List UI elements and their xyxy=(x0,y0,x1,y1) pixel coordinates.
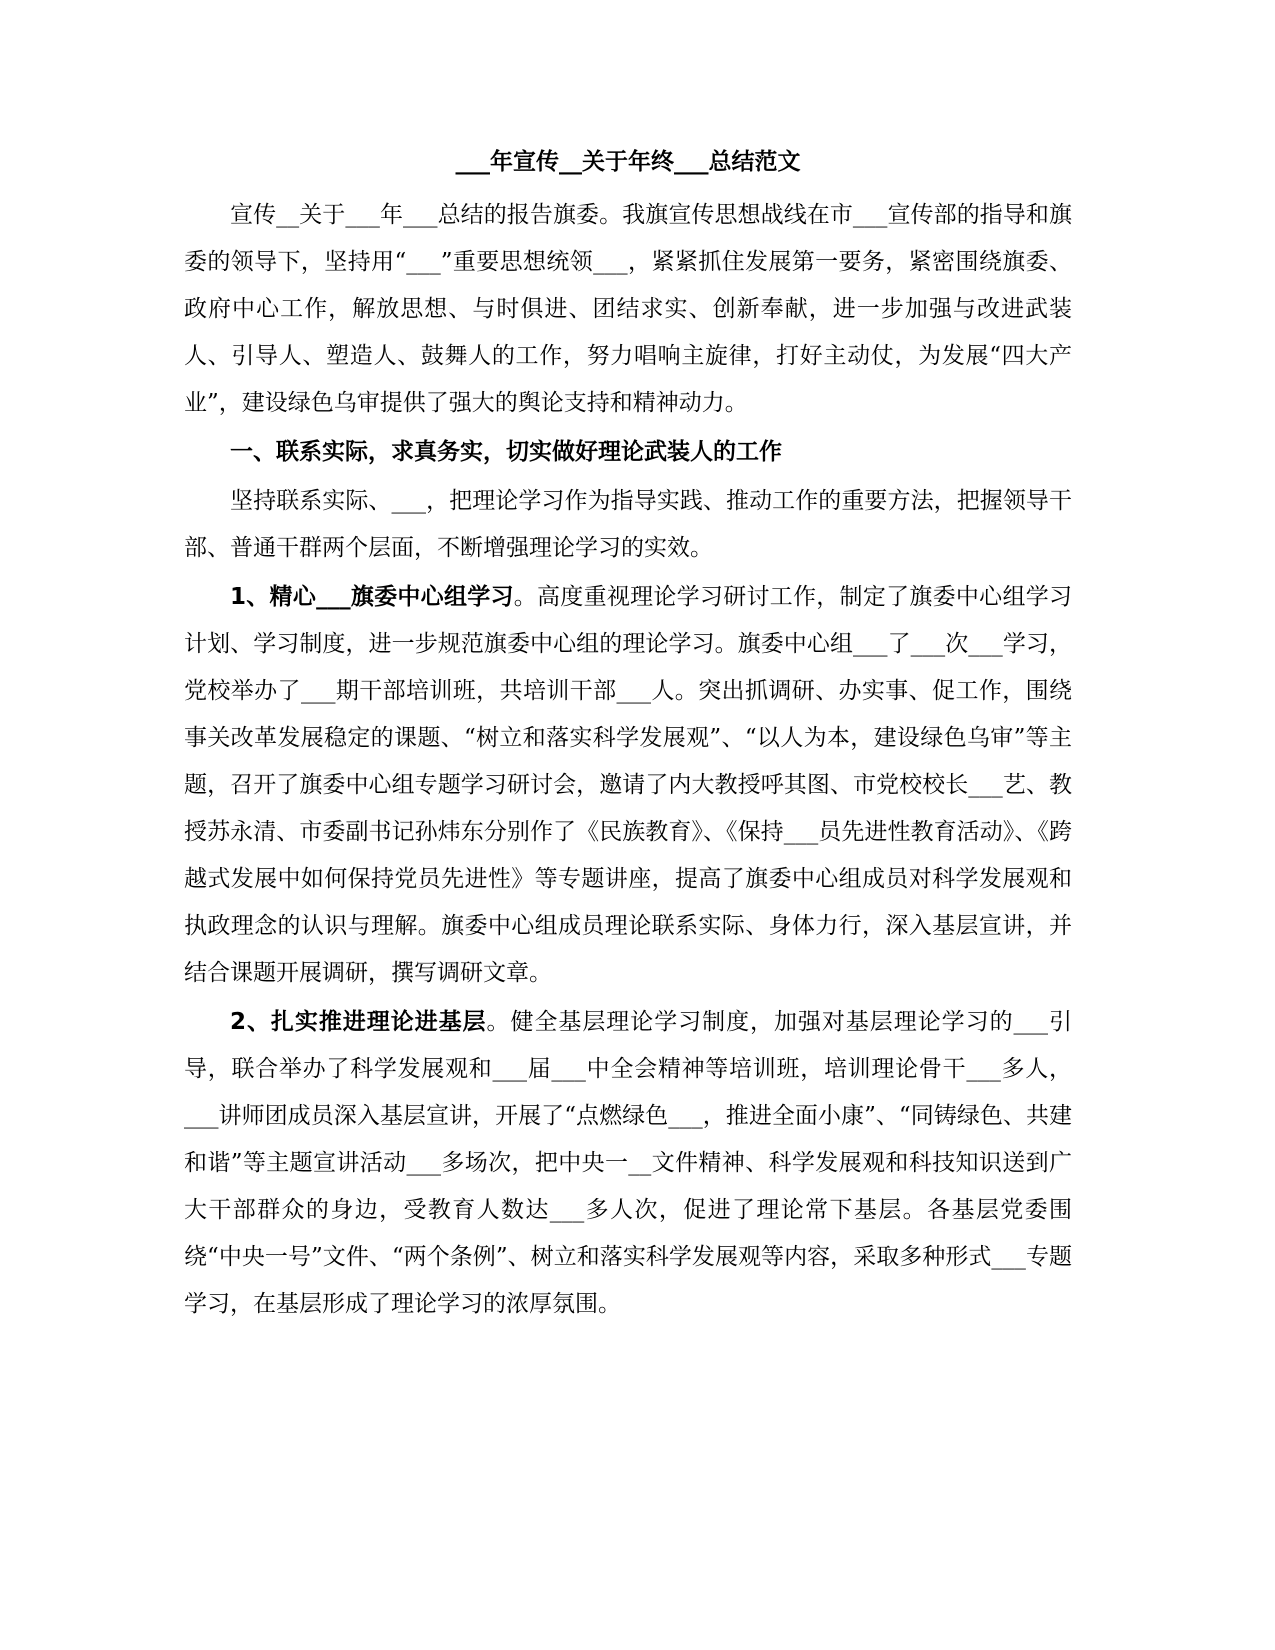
item-2-body: 。健全基层理论学习制度，加强对基层理论学习的___引导，联合举办了科学发展观和___届___中全会精神等培训班，培训理论骨干___多人，___讲师团成员深入基层宣讲，开展了“点燃绿色___，推进全面小康”、“同铸绿色、共建和谐”等主题宣讲活动___多场次，把中央一__文件精神、科学发展观和科技知识送到广大干部群众的身边，受教育人数达___多人次，促进了理论常下基层。各基层党委围绕“中央一号”文件、“两个条例”、树立和落实科学发展观等内容，采取多种形式___专题学习，在基层形成了理论学习的浓厚氛围。 xyxy=(184,1009,1072,1317)
section-heading: 一、联系实际，求真务实，切实做好理论武装人的工作 xyxy=(230,439,782,465)
item-2-paragraph xyxy=(184,999,1072,1328)
item-1-body: 。高度重视理论学习研讨工作，制定了旗委中心组学习计划、学习制度，进一步规范旗委中心组的理论学习。旗委中心组___了___次___学习，党校举办了___期干部培训班，共培训干部___人。突出抓调研、办实事、促工作，围绕事关改革发展稳定的课题、“树立和落实科学发展观”、“以人为本，建设绿色乌审”等主题，召开了旗委中心组专题学习研讨会，邀请了内大教授呼其图、市党校校长___艺、教授苏永清、市委副书记孙炜东分别作了《民族教育》、《保持___员先进性教育活动》、《跨越式发展中如何保持党员先进性》等专题讲座，提高了旗委中心组成员对科学发展观和执政理念的认识与理解。旗委中心组成员理论联系实际、身体力行，深入基层宣讲，并结合课题开展调研，撰写调研文章。 xyxy=(184,584,1072,986)
section-intro-paragraph: 坚持联系实际、___，把理论学习作为指导实践、推动工作的重要方法，把握领导干部、普通干群两个层面，不断增强理论学习的实效。 xyxy=(184,488,1072,561)
document-page xyxy=(184,142,1072,1328)
item-1-lead: 1、精心___旗委中心组学习 xyxy=(230,584,514,610)
document-title: ___年宣传__关于年终___总结范文 xyxy=(455,149,801,175)
item-2-lead: 2、扎实推进理论进基层 xyxy=(230,1009,487,1035)
item-1-paragraph xyxy=(184,574,1072,997)
intro-paragraph: 宣传__关于___年___总结的报告旗委。我旗宣传思想战线在市___宣传部的指导和旗委的领导下，坚持用“___”重要思想统领___，紧紧抓住发展第一要务，紧密围绕旗委、政府中心工作，解放思想、与时俱进、团结求实、创新奉献，进一步加强与改进武装人、引导人、塑造人、鼓舞人的工作，努力唱响主旋律，打好主动仗，为发展“四大产业”，建设绿色乌审提供了强大的舆论支持和精神动力。 xyxy=(184,202,1072,416)
